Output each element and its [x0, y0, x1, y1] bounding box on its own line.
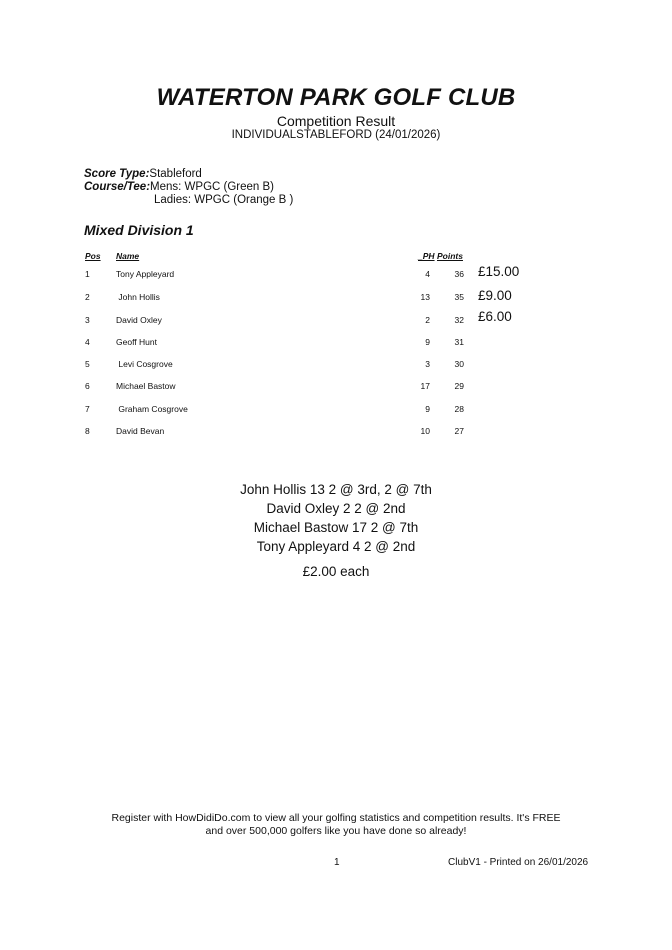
table-row: [0, 381, 672, 401]
row-points: 30: [454, 359, 464, 369]
course-tee-ladies: Ladies: WPGC (Orange B ): [154, 194, 294, 206]
row-points: 27: [454, 426, 464, 436]
row-name: Geoff Hunt: [116, 337, 157, 347]
club-title: WATERTON PARK GOLF CLUB: [156, 84, 516, 111]
table-row: [0, 359, 672, 379]
row-name: John Hollis: [116, 292, 160, 302]
row-ph: 10: [420, 426, 430, 436]
twos-line: John Hollis 13 2 @ 3rd, 2 @ 7th: [240, 482, 432, 497]
row-name: Graham Cosgrove: [116, 404, 188, 414]
twos-line: Michael Bastow 17 2 @ 7th: [253, 520, 419, 535]
row-ph: 2: [425, 315, 430, 325]
twos-payout: £2.00 each: [302, 564, 370, 579]
row-ph: 4: [425, 269, 430, 279]
score-type-value: Stableford: [149, 168, 202, 180]
register-line-2: and over 500,000 golfers like you have done so already!: [205, 825, 467, 837]
row-points: 32: [454, 315, 464, 325]
row-ph: 9: [425, 337, 430, 347]
row-pos: 8: [85, 426, 90, 436]
row-name: Levi Cosgrove: [116, 359, 173, 369]
row-pos: 2: [85, 292, 90, 302]
table-row: [0, 292, 672, 312]
row-pos: 1: [85, 269, 90, 279]
register-notice: [0, 812, 672, 838]
prize-2nd: £9.00: [478, 288, 512, 303]
table-row: [0, 337, 672, 357]
row-name: David Bevan: [116, 426, 165, 436]
column-header-name: Name: [116, 251, 140, 261]
row-points: 31: [454, 337, 464, 347]
row-pos: 4: [85, 337, 90, 347]
prize-1st: £15.00: [478, 264, 520, 279]
printed-info: ClubV1 - Printed on 26/01/2026: [448, 857, 589, 868]
row-ph: 13: [420, 292, 430, 302]
row-points: 29: [454, 381, 464, 391]
column-header-pos: Pos: [85, 251, 101, 261]
twos-line: Tony Appleyard 4 2 @ 2nd: [256, 539, 416, 554]
register-line-1: Register with HowDidiDo.com to view all your golfing statistics and competition results. It's FREE: [111, 812, 561, 824]
row-points: 35: [454, 292, 464, 302]
row-name: David Oxley: [116, 315, 162, 325]
row-pos: 6: [85, 381, 90, 391]
course-tee-mens: Mens: WPGC (Green B): [150, 181, 275, 193]
table-row: [0, 269, 672, 289]
course-tee-label: Course/Tee:: [84, 181, 151, 193]
score-type: [84, 168, 202, 180]
row-ph: 9: [425, 404, 430, 414]
row-pos: 3: [85, 315, 90, 325]
document-type: Competition Result: [276, 113, 396, 129]
table-row: [0, 315, 672, 335]
score-type-label: Score Type:: [84, 168, 150, 180]
column-header-points: Points: [437, 251, 463, 261]
row-ph: 17: [420, 381, 430, 391]
row-points: 28: [454, 404, 464, 414]
course-tee: [84, 181, 274, 193]
row-name: Tony Appleyard: [116, 269, 175, 279]
table-row: [0, 404, 672, 424]
division-title: Mixed Division 1: [84, 222, 194, 238]
column-header-ph: _PH: [418, 251, 435, 261]
table-row: [0, 426, 672, 446]
row-points: 36: [454, 269, 464, 279]
row-pos: 7: [85, 404, 90, 414]
row-pos: 5: [85, 359, 90, 369]
twos-line: David Oxley 2 2 @ 2nd: [266, 501, 406, 516]
row-ph: 3: [425, 359, 430, 369]
page-number: 1: [334, 857, 340, 868]
prize-3rd: £6.00: [478, 309, 512, 324]
row-name: Michael Bastow: [116, 381, 176, 391]
competition-name: INDIVIDUALSTABLEFORD (24/01/2026): [231, 129, 441, 141]
